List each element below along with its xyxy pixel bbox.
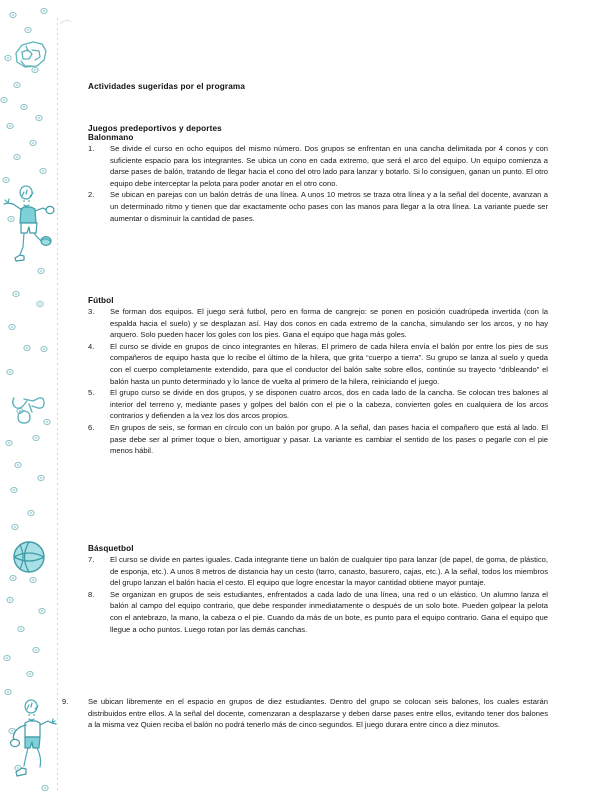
- list-item: [88, 341, 548, 387]
- list-item: [88, 387, 548, 422]
- crumpled-paper-icon: [16, 42, 46, 67]
- basketball-icon: [14, 542, 44, 572]
- whistle-icon: [13, 398, 44, 423]
- list-item-number: 2.: [88, 190, 95, 200]
- list-item-text: Se forman dos equipos. El juego será futbol, pero en forma de cangrejo: se ponen en posición cuadrúpeda invertida (con la espalda hacia el suelo) y se desplazan así. Hay dos conos en cada extremo de la cancha, simulando ser los arcos, y no hay arquero. Solo pueden hacer los goles con los pies. Gana el equipo que haga más goles.: [110, 307, 548, 340]
- list-item-number: 6.: [88, 422, 95, 432]
- activity-list-futbol: [88, 306, 548, 457]
- list-item: [88, 189, 548, 224]
- list-item: [88, 306, 548, 341]
- decorative-margin: [0, 0, 72, 800]
- jumping-figure-icon: [4, 186, 54, 261]
- list-item: [88, 143, 548, 189]
- subsection-heading-futbol: Fútbol: [88, 296, 114, 305]
- list-item-text: En grupos de seis, se forman en círculo con un balón por grupo. A la señal, dan pases hacia el compañero que está al lado. El pase debe ser al primer toque o bien, amortiguar y pasar. La variante es cambiar el sentido de los pases o pegarle con el pie menos hábil.: [110, 422, 548, 456]
- list-item-text: Se ubican en parejas con un balón detrás de una línea. A unos 10 metros se traza otra línea y a la señal del docente, avanzan a un determinado ritmo y tienen que dar exactamente ocho pases con las manos para llegar a la otra línea. La variante puede ser aumentar o disminuir la cantidad de pases.: [110, 190, 548, 223]
- list-item: [88, 589, 548, 635]
- list-item-text: El curso se divide en grupos de cinco integrantes en hileras. El primero de cada hilera envía el balón por entre los pies de sus compañeros de equipo hasta que lo recibe el último de la hilera, que grita “cuerpo a tierra”. Su grupo se lanza al suelo y queda con el cuerpo completamente extendido, para que el conductor del balón salte sobre ellos, continúe su trayecto “dribleando” el balón hasta un punto determinado y lo lance de vuelta al primero de la hilera, reiniciando el juego.: [110, 341, 548, 386]
- flourish-line: [60, 20, 71, 24]
- list-item-text: Se ubican libremente en el espacio en grupos de diez estudiantes. Dentro del grupo se colocan seis balones, los cuales estarán distribuidos entre ellos. A la señal del docente, comenzaran a desplazarse y deben darse pases entre ellos, evitando tener dos balones a la misma vez Quien reciba el balón no podrá tenerlo más de cinco segundos. El juego durara entre cinco a diez minutos.: [88, 697, 548, 730]
- list-item-text: El grupo curso se divide en dos grupos, y se disponen cuatro arcos, dos en cada lado de la cancha. Se colocan tres balones al interior del terreno y, mediante pases y golpes del balón con el pie o la cabeza, convierten goles en cualquiera de los arcos contrarios y defienden a la vez los dos arcos propios.: [110, 388, 548, 421]
- list-item-number: 7.: [88, 555, 95, 564]
- list-item-number: 1.: [88, 144, 95, 153]
- list-item-text: El curso se divide en partes iguales. Cada integrante tiene un balón de cualquier tipo para lanzar (de papel, de goma, de plástico, de esponja, etc.). A unos 8 metros de distancia hay un cesto (tarro, canasto, basurero, cajas, etc.). A la señal, todos los miembros del grupo lanzan el balón hacia el cesto. El equipo que logre encestar la mayor cantidad obtiene mayor puntaje.: [110, 555, 548, 588]
- dotted-vertical-rule: [57, 18, 58, 793]
- activity-list-basquetbol: [88, 554, 548, 635]
- section-title: Juegos predeportivos y deportes: [88, 124, 222, 133]
- list-item-number: 9.: [62, 697, 69, 706]
- subsection-heading-basquetbol: Básquetbol: [88, 544, 134, 553]
- list-item-number: 5.: [88, 388, 95, 398]
- list-item: [88, 422, 548, 457]
- section-basquetbol: [88, 544, 548, 635]
- list-item: [88, 554, 548, 589]
- list-item-number: 3.: [88, 307, 95, 316]
- list-item-number: 4.: [88, 341, 95, 351]
- activity-list-balonmano: [88, 143, 548, 224]
- margin-illustration: [0, 0, 72, 800]
- list-item: [62, 696, 548, 731]
- kicking-figure-icon: [11, 700, 57, 776]
- bubble-dot-icon: [1, 8, 50, 790]
- list-item-text: Se divide el curso en ocho equipos del mismo número. Dos grupos se enfrentan en una cancha delimitada por 4 conos y con suficiente espacio para los integrantes. Se ubica un cono en cada extremo, que será el arco del equipo. Un equipo comienza a darse pases de balón, tratando de llegar hacia el cono del otro lado para lanzar y botarlo. Si lo consiguen, ganan un punto. El otro equipo debe interceptar la pelota para poder anotar en el otro cono.: [110, 144, 548, 188]
- section-trailing-item: [62, 696, 548, 731]
- list-item-number: 8.: [88, 589, 95, 599]
- section-juegos-predeportivos: [88, 124, 548, 224]
- section-futbol: [88, 296, 548, 457]
- list-item-text: Se organizan en grupos de seis estudiantes, enfrentados a cada lado de una línea, una red o un elástico. Un alumno lanza el balón al campo del equipo contrario, que debe responder inmediatamente o después de un solo bote. Pueden golpear la pelota con el antebrazo, la mano, la cabeza o el pie. Cuando da más de un bote, es punto para el equipo contrario. Gana el equipo que llegue a ocho puntos. Luego rotan por las demás canchas.: [110, 589, 548, 634]
- activity-list-trailing: [62, 696, 548, 731]
- page-title: Actividades sugeridas por el programa: [88, 82, 246, 91]
- subsection-heading-balonmano: Balonmano: [88, 133, 134, 142]
